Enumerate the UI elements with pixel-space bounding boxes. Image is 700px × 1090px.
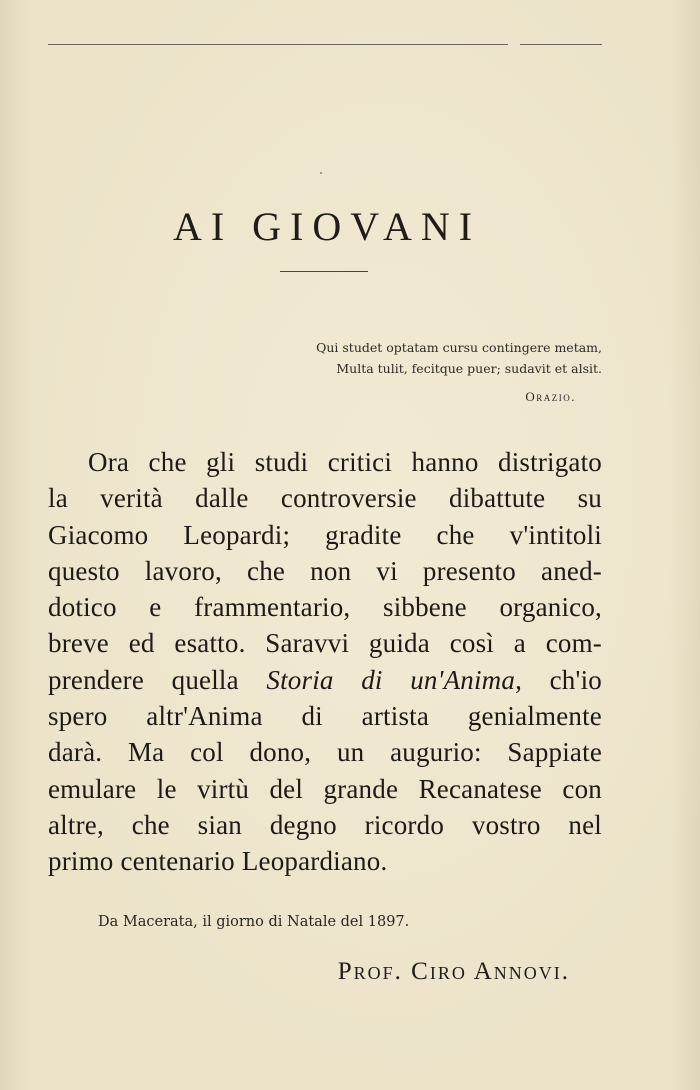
epigraph-line-2: Multa tulit, fecitque puer; sudavit et alsit. (336, 361, 602, 376)
text-line (48, 662, 602, 698)
print-speck (320, 172, 322, 174)
epigraph-line-1: Qui studet optatam cursu contingere metam, (316, 340, 602, 355)
text-segment: prendere quella (48, 664, 267, 695)
signature: Prof. Ciro Annovi. (337, 958, 570, 985)
dateline: Da Macerata, il giorno di Natale del 1897. (98, 914, 410, 930)
text-line: primo centenario Leopardiano. (48, 846, 388, 877)
text-line: dotico e frammentario, sibbene organico, (48, 592, 602, 623)
title-underline (280, 271, 368, 272)
text-line: questo lavoro, che non vi presento aned- (48, 555, 602, 586)
dedication-text (48, 444, 602, 880)
text-line: breve ed esatto. Saravvi guida così a com- (48, 628, 602, 659)
text-line: spero altr'Anima di artista genialmente (48, 701, 602, 732)
header-rule-right (520, 44, 602, 45)
epigraph (316, 337, 602, 407)
text-line: Giacomo Leopardi; gradite che v'intitoli (48, 519, 602, 550)
text-line: la verità dalle controversie dibattute su (48, 483, 602, 514)
text-line: altre, che sian degno ricordo vostro nel (48, 809, 602, 840)
text-line: Ora che gli studi critici hanno distrigato (88, 447, 602, 477)
text-segment: ch'io (522, 664, 602, 695)
text-line: emulare le virtù del grande Recanatese con (48, 773, 602, 804)
italic-title: Storia di un'Anima, (266, 664, 523, 695)
page-title: AI GIOVANI (172, 204, 482, 249)
header-rule (48, 44, 508, 45)
text-line: darà. Ma col dono, un augurio: Sappiate (48, 737, 602, 768)
epigraph-author: Orazio. (525, 389, 576, 404)
